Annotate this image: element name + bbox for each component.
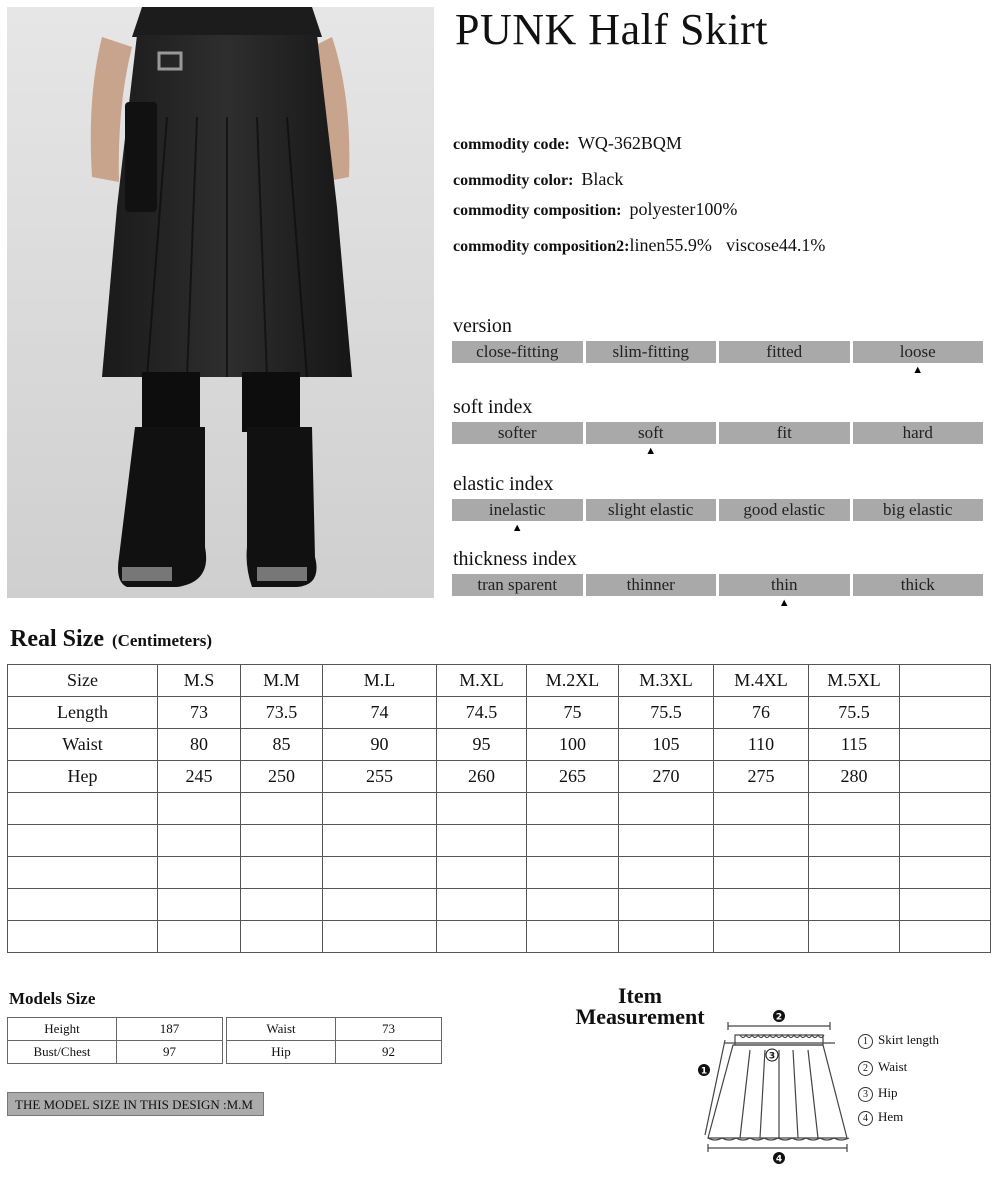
elastic-index-scale [452,499,983,534]
table-cell [8,793,158,825]
table-cell: 275 [714,761,809,793]
table-cell [437,793,527,825]
table-cell [900,697,991,729]
table-cell [714,921,809,953]
version-scale [452,341,983,376]
table-cell: 280 [809,761,900,793]
table-row [8,857,991,889]
table-cell [241,793,323,825]
table-cell [158,825,241,857]
real-size-title: Real Size [10,626,104,652]
table-cell [900,761,991,793]
table-cell: 74.5 [437,697,527,729]
table-row [8,889,991,921]
table-cell: M.L [323,665,437,697]
model-height-value: 187 [117,1018,223,1041]
table-cell: 95 [437,729,527,761]
table-cell [619,825,714,857]
elastic-index-option: big elastic [853,499,984,521]
table-row [8,793,991,825]
table-cell [8,825,158,857]
legend-label: Waist [878,1059,908,1074]
elastic-index-option: inelastic ▲ [452,499,583,521]
table-cell: M.5XL [809,665,900,697]
table-cell: 76 [714,697,809,729]
table-cell [527,793,619,825]
elastic-index-option: good elastic [719,499,850,521]
table-cell [714,889,809,921]
elastic-index-title: elastic index [453,473,554,495]
table-cell: 75.5 [809,697,900,729]
selected-marker-icon: ▲ [912,364,924,376]
commodity-composition2-row [453,235,825,256]
commodity-color-row [453,169,623,190]
item-measurement-title-line1: Item [618,983,662,1008]
version-option: close-fitting [452,341,583,363]
table-cell [809,889,900,921]
table-cell [619,793,714,825]
table-cell [158,921,241,953]
table-cell: 75 [527,697,619,729]
thickness-index-title: thickness index [453,548,577,570]
table-row [227,1018,442,1041]
table-cell: Hep [8,761,158,793]
table-cell [437,857,527,889]
thickness-index-option: thick [853,574,984,596]
commodity-composition2-label: commodity composition2: [453,238,630,255]
table-cell [323,825,437,857]
svg-text:3: 3 [768,1051,776,1062]
table-cell: 73.5 [241,697,323,729]
table-cell [809,921,900,953]
table-cell: Length [8,697,158,729]
table-cell [8,889,158,921]
commodity-composition2-value2: viscose44.1% [725,235,826,255]
table-row [8,665,991,697]
commodity-color-label: commodity color: [453,172,574,189]
table-cell: 105 [619,729,714,761]
model-hip-value: 92 [336,1041,442,1064]
table-cell: 75.5 [619,697,714,729]
model-size-note: THE MODEL SIZE IN THIS DESIGN :M.M [7,1092,264,1116]
table-cell: 100 [527,729,619,761]
commodity-composition-value: polyester100% [629,199,738,219]
elastic-index-option: slight elastic [586,499,717,521]
svg-text:2: 2 [775,1012,783,1023]
table-row [8,729,991,761]
soft-index-option: soft ▲ [586,422,717,444]
table-cell [619,921,714,953]
legend-label: Hem [878,1109,904,1124]
model-waist-value: 73 [336,1018,442,1041]
selected-marker-icon: ▲ [778,597,790,609]
table-cell [437,825,527,857]
table-cell [241,857,323,889]
model-bust-label: Bust/Chest [8,1041,117,1064]
table-cell: 250 [241,761,323,793]
legend-waist [858,1059,907,1076]
table-cell [809,793,900,825]
real-size-heading [10,626,212,653]
skirt-measurement-diagram [695,1005,860,1170]
legend-number-icon: 2 [858,1061,873,1076]
table-cell [437,921,527,953]
legend-hip [858,1085,898,1102]
commodity-code-label: commodity code: [453,136,570,153]
version-title: version [453,315,512,337]
table-cell [158,793,241,825]
table-row [8,921,991,953]
commodity-color-value: Black [581,169,624,189]
table-cell [900,921,991,953]
table-cell [809,857,900,889]
model-height-label: Height [8,1018,117,1041]
table-row [8,697,991,729]
table-cell [900,825,991,857]
table-cell [714,857,809,889]
thickness-index-option: thin ▲ [719,574,850,596]
table-cell: 265 [527,761,619,793]
version-option: loose ▲ [853,341,984,363]
table-cell: M.4XL [714,665,809,697]
soft-index-option: hard [853,422,984,444]
table-cell [714,825,809,857]
model-hip-label: Hip [227,1041,336,1064]
model-bust-value: 97 [117,1041,223,1064]
commodity-code-row [453,133,682,154]
table-cell [158,889,241,921]
table-cell [323,793,437,825]
table-cell [8,857,158,889]
table-cell: 74 [323,697,437,729]
table-cell [323,889,437,921]
table-cell [241,889,323,921]
version-option: fitted [719,341,850,363]
item-measurement-title-line2: Measurement [575,1004,705,1029]
soft-index-option: fit [719,422,850,444]
models-size-title: Models Size [9,989,96,1008]
table-cell [900,793,991,825]
table-cell [241,921,323,953]
table-cell: M.M [241,665,323,697]
thickness-index-option: tran sparent [452,574,583,596]
table-cell: M.3XL [619,665,714,697]
models-size-table-right [226,1017,442,1064]
table-cell [809,825,900,857]
table-cell [527,825,619,857]
legend-skirt-length [858,1032,939,1049]
table-cell [8,921,158,953]
table-cell: M.2XL [527,665,619,697]
table-row [8,825,991,857]
table-cell: M.XL [437,665,527,697]
commodity-composition-row [453,199,737,220]
table-cell [714,793,809,825]
table-cell [527,921,619,953]
table-cell [241,825,323,857]
version-option: slim-fitting [586,341,717,363]
table-cell: M.S [158,665,241,697]
table-cell: 245 [158,761,241,793]
thickness-index-scale [452,574,983,609]
svg-text:1: 1 [700,1066,708,1077]
selected-marker-icon: ▲ [645,445,657,457]
commodity-code-value: WQ-362BQM [577,133,682,153]
legend-hem [858,1109,903,1126]
table-cell [619,889,714,921]
legend-label: Skirt length [878,1032,940,1047]
table-cell: 115 [809,729,900,761]
table-cell: 270 [619,761,714,793]
table-cell: 110 [714,729,809,761]
table-cell: Size [8,665,158,697]
table-cell [323,921,437,953]
product-title: PUNK Half Skirt [455,5,769,54]
commodity-composition-label: commodity composition: [453,202,622,219]
table-row [8,761,991,793]
selected-marker-icon: ▲ [511,522,523,534]
table-cell [323,857,437,889]
soft-index-title: soft index [453,396,533,418]
table-cell: 90 [323,729,437,761]
table-cell [900,857,991,889]
commodity-composition2-value: linen55.9% [629,235,712,255]
table-cell: 80 [158,729,241,761]
real-size-unit: (Centimeters) [111,631,213,650]
model-wearing-skirt-image [7,7,434,598]
table-cell: Waist [8,729,158,761]
table-cell [900,665,991,697]
table-cell [437,889,527,921]
legend-label: Hip [878,1085,898,1100]
legend-number-icon: 1 [858,1034,873,1049]
soft-index-option: softer [452,422,583,444]
table-cell: 260 [437,761,527,793]
thickness-index-option: thinner [586,574,717,596]
table-row [227,1041,442,1064]
table-row [8,1018,223,1041]
model-waist-label: Waist [227,1018,336,1041]
table-cell: 255 [323,761,437,793]
table-cell [900,729,991,761]
table-cell [900,889,991,921]
svg-text:4: 4 [775,1154,783,1165]
table-cell [619,857,714,889]
table-cell [527,889,619,921]
legend-number-icon: 4 [858,1111,873,1126]
table-cell [527,857,619,889]
table-cell [158,857,241,889]
size-table [7,664,991,953]
table-row [8,1041,223,1064]
table-cell: 85 [241,729,323,761]
legend-number-icon: 3 [858,1087,873,1102]
product-photo [7,7,434,598]
table-cell: 73 [158,697,241,729]
soft-index-scale [452,422,983,457]
models-size-table-left [7,1017,223,1064]
